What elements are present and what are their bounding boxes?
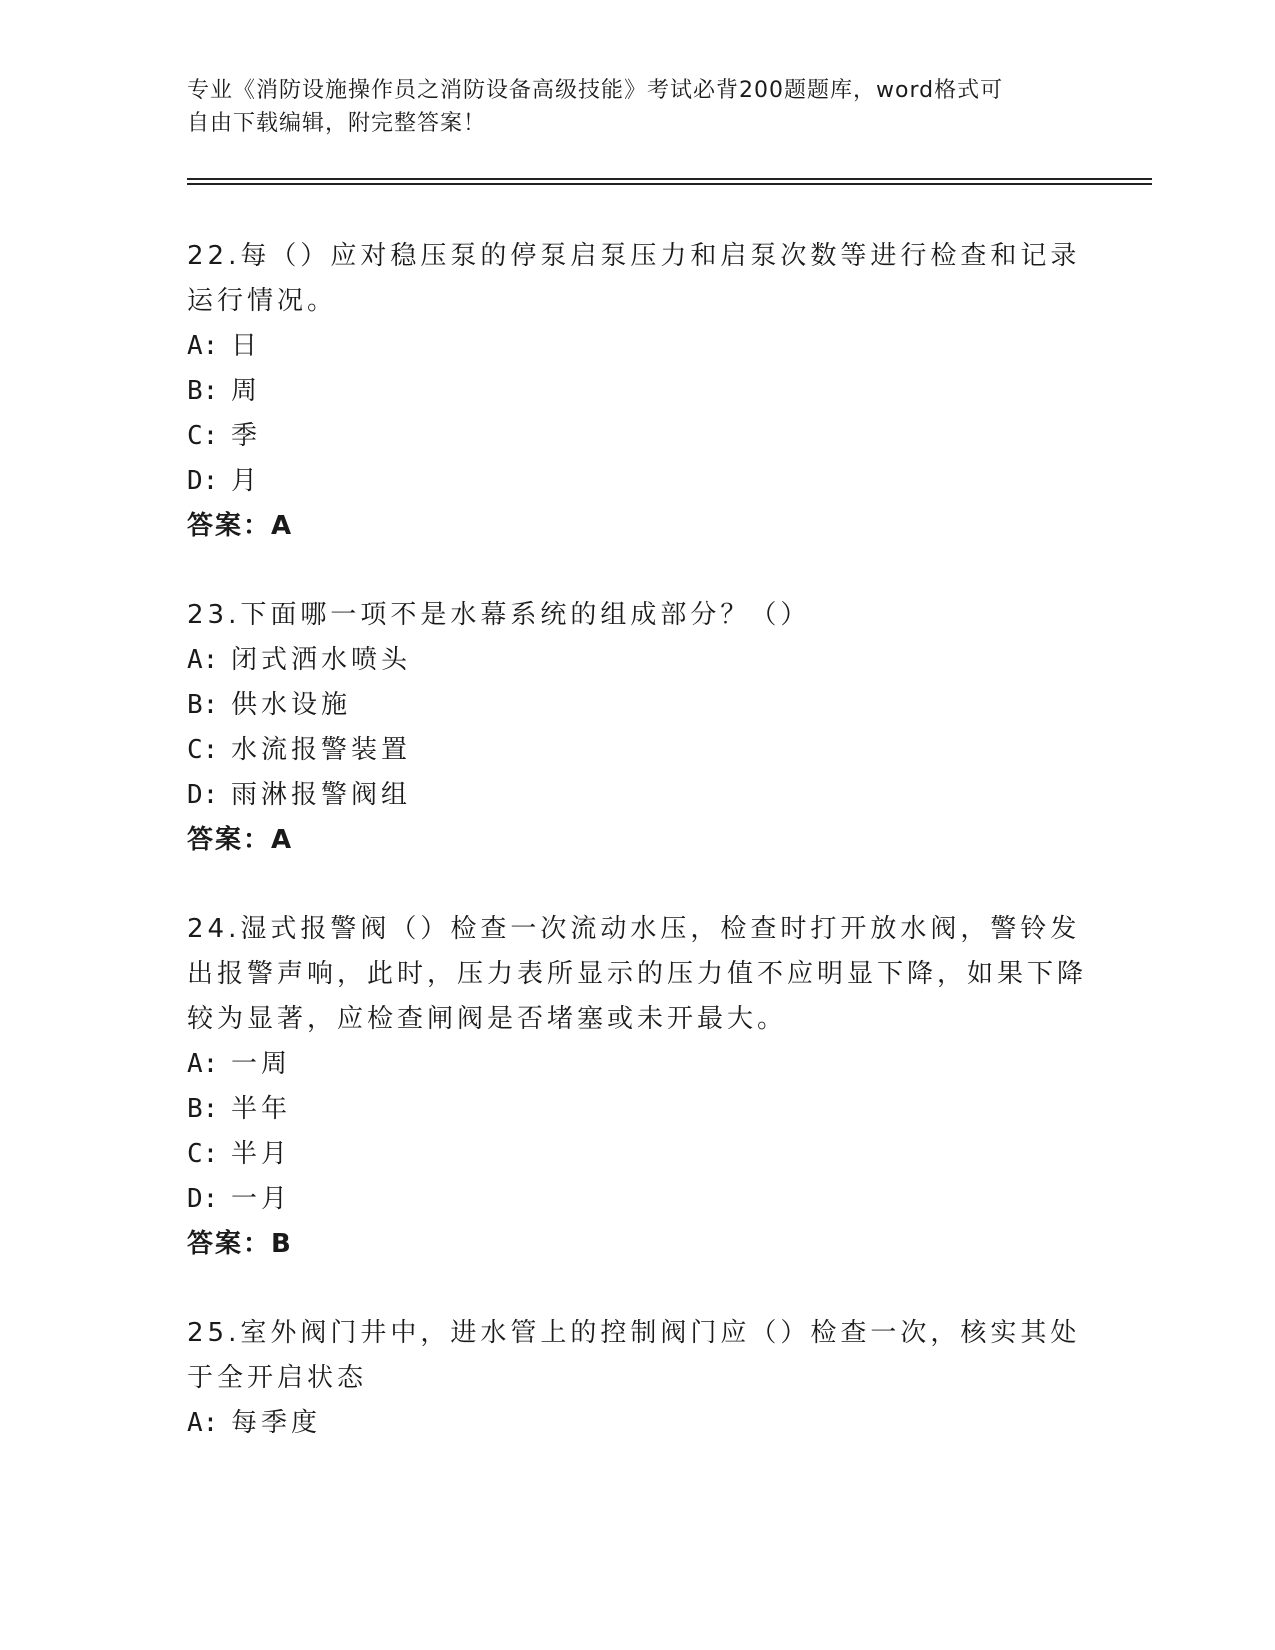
option-text: 半月 — [231, 1139, 292, 1169]
option-letter: A: — [187, 1049, 219, 1079]
option-letter: C: — [187, 735, 219, 765]
option-d — [187, 459, 1087, 504]
header-line-1: 专业《消防设施操作员之消防设备高级技能》考试必背200题题库，word格式可 — [187, 78, 1004, 103]
question-25 — [187, 1311, 1087, 1446]
option-a — [187, 324, 1087, 369]
option-c — [187, 414, 1087, 459]
answer-label: 答案：B — [187, 1229, 293, 1259]
option-c — [187, 1132, 1087, 1177]
option-text: 季 — [231, 421, 262, 451]
header-divider-bottom — [187, 183, 1152, 185]
option-letter: B: — [187, 1094, 219, 1124]
option-text: 一周 — [231, 1049, 292, 1079]
option-b — [187, 369, 1087, 414]
option-text: 雨淋报警阀组 — [231, 780, 412, 810]
option-a — [187, 1042, 1087, 1087]
option-b — [187, 1087, 1087, 1132]
option-text: 供水设施 — [231, 690, 352, 720]
option-letter: A: — [187, 1408, 219, 1438]
option-d — [187, 1177, 1087, 1222]
option-letter: D: — [187, 780, 219, 810]
option-a — [187, 1401, 1087, 1446]
question-22 — [187, 234, 1087, 549]
option-c — [187, 728, 1087, 773]
answer-label: 答案：A — [187, 511, 294, 541]
answer-label: 答案：A — [187, 825, 294, 855]
option-text: 日 — [231, 331, 262, 361]
document-header — [187, 74, 1077, 140]
question-24 — [187, 907, 1087, 1267]
question-text: 25.室外阀门井中，进水管上的控制阀门应（）检查一次，核实其处于全开启状态 — [187, 1318, 1081, 1393]
option-text: 每季度 — [231, 1408, 322, 1438]
option-letter: A: — [187, 645, 219, 675]
option-letter: C: — [187, 421, 219, 451]
question-23 — [187, 593, 1087, 863]
option-letter: D: — [187, 1184, 219, 1214]
header-divider-top — [187, 178, 1152, 180]
header-line-2: 自由下载编辑，附完整答案！ — [187, 111, 487, 136]
option-d — [187, 773, 1087, 818]
option-text: 闭式洒水喷头 — [231, 645, 412, 675]
question-text: 24.湿式报警阀（）检查一次流动水压，检查时打开放水阀，警铃发出报警声响，此时，压力表所显示的压力值不应明显下降，如果下降较为显著，应检查闸阀是否堵塞或未开最大。 — [187, 914, 1088, 1034]
option-letter: C: — [187, 1139, 219, 1169]
option-text: 水流报警装置 — [231, 735, 412, 765]
option-letter: A: — [187, 331, 219, 361]
option-letter: B: — [187, 690, 219, 720]
option-text: 一月 — [231, 1184, 292, 1214]
option-text: 半年 — [231, 1094, 292, 1124]
option-letter: B: — [187, 376, 219, 406]
question-text: 23.下面哪一项不是水幕系统的组成部分？（） — [187, 600, 811, 630]
question-list — [187, 234, 1087, 1490]
option-a — [187, 638, 1087, 683]
option-text: 月 — [231, 466, 262, 496]
question-text: 22.每（）应对稳压泵的停泵启泵压力和启泵次数等进行检查和记录运行情况。 — [187, 241, 1081, 316]
option-letter: D: — [187, 466, 219, 496]
option-b — [187, 683, 1087, 728]
option-text: 周 — [231, 376, 262, 406]
